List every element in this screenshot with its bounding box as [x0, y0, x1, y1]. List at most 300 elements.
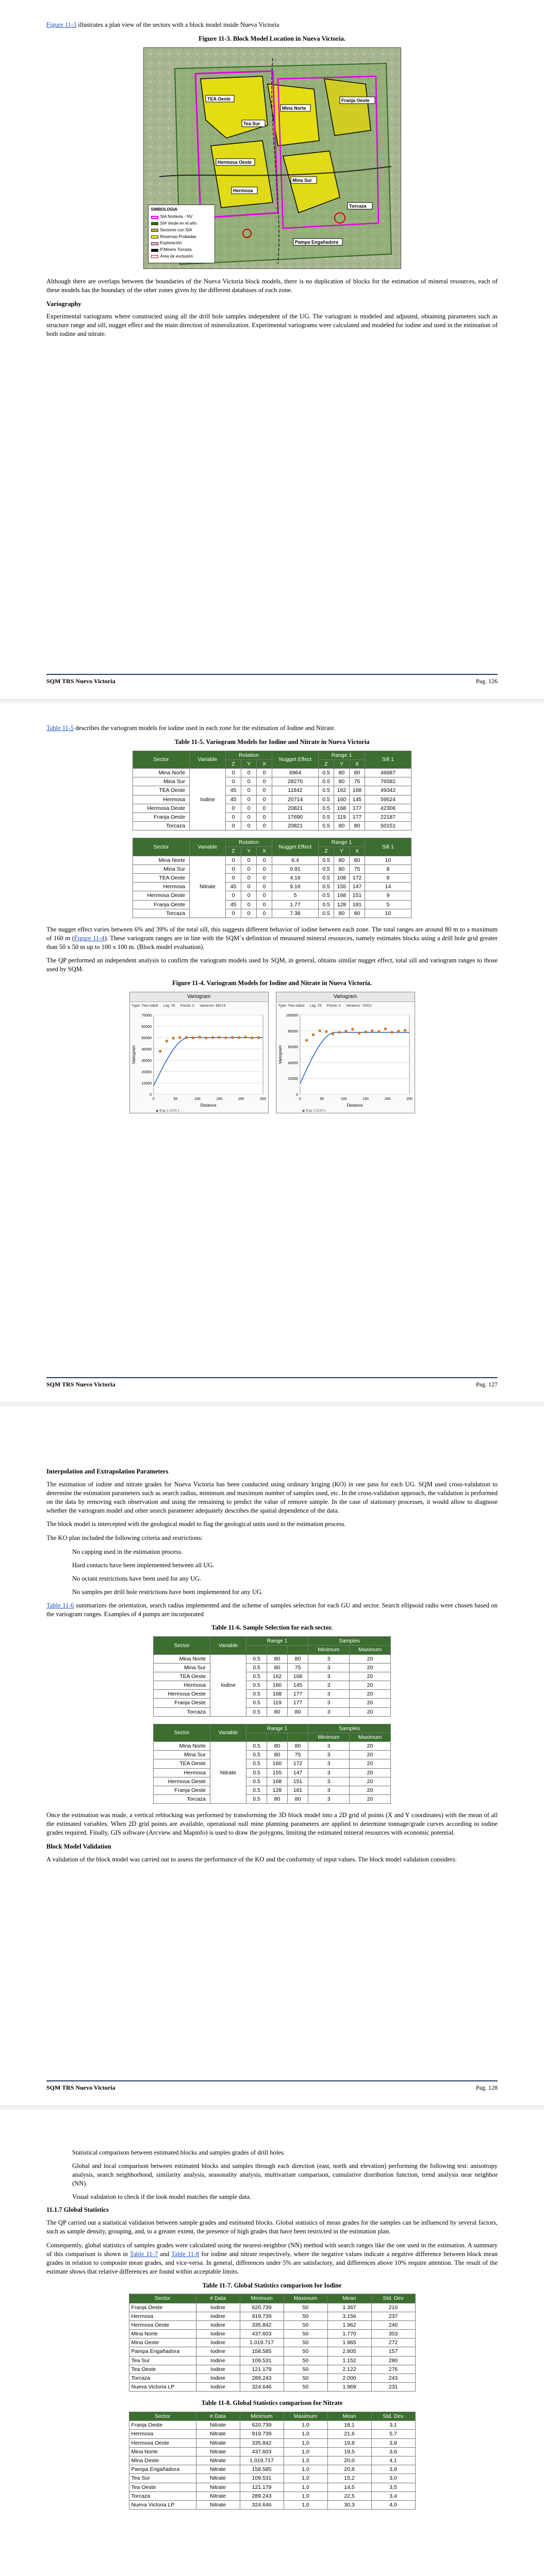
value-cell: 109.531	[240, 2474, 284, 2483]
value-cell: 919.739	[240, 2312, 284, 2320]
value-cell: 237	[371, 2312, 415, 2320]
table-row	[129, 2438, 415, 2447]
table-row	[154, 1681, 391, 1690]
value-cell: 80	[288, 1795, 308, 1804]
x-tick-label: 200	[238, 1097, 244, 1101]
value-cell: 0.5	[246, 1690, 267, 1699]
sector-cell: Hermosa	[154, 1681, 210, 1690]
value-cell: 0	[241, 795, 257, 804]
value-cell: 0	[257, 786, 272, 795]
value-cell: 231	[371, 2383, 415, 2392]
value-cell: Nitrate	[196, 2447, 240, 2456]
value-cell: 1,0	[284, 2483, 327, 2492]
value-cell: 0.5	[246, 1759, 267, 1768]
column-header: Mean	[327, 2412, 371, 2421]
sector-cell: Tea Sur	[129, 2474, 196, 2483]
value-cell: 20	[350, 1681, 391, 1690]
value-cell: 80	[334, 769, 350, 777]
value-cell: 0	[257, 812, 272, 821]
value-cell: 45	[226, 883, 241, 891]
criteria-item: No samples per drill hole restrictions have been implemented for any UG.	[72, 1588, 263, 1596]
value-cell: 3,5	[371, 2483, 415, 2492]
global-stats-iodine-table	[129, 2294, 416, 2392]
value-cell: 0.5	[246, 1663, 267, 1672]
table-row	[154, 1759, 391, 1768]
value-cell: 0	[226, 891, 241, 900]
column-header: Std. Dev	[371, 2412, 415, 2421]
value-cell: 177	[350, 812, 365, 821]
page-128-content	[46, 1463, 498, 1869]
value-cell: 0	[226, 865, 241, 873]
sector-cell: Franja Oeste	[129, 2303, 196, 2312]
data-point	[358, 1032, 360, 1035]
value-cell: 0	[241, 873, 257, 882]
value-cell: 0	[226, 812, 241, 821]
variogram-charts	[46, 992, 498, 1113]
x-tick-label: 250	[406, 1097, 413, 1101]
value-cell: 20821	[272, 804, 319, 812]
value-cell: Nitrate	[196, 2438, 240, 2447]
value-cell: 0.5	[246, 1707, 267, 1716]
value-cell: 0	[241, 883, 257, 891]
value-cell: 181	[350, 900, 365, 909]
value-cell: 50	[284, 2312, 327, 2320]
sector-cell: Franja Oeste	[154, 1786, 210, 1795]
x-axis-label: Distance	[346, 1103, 363, 1108]
y-tick-label: 70000	[141, 1014, 152, 1018]
value-cell: Iodine	[196, 2365, 240, 2374]
value-cell: 280	[371, 2356, 415, 2365]
table-row	[133, 873, 411, 882]
sector-cell: Mina Norte	[154, 1742, 210, 1751]
table-row	[133, 822, 411, 831]
x-tick-label: 0	[299, 1097, 301, 1101]
value-cell: 49342	[365, 786, 411, 795]
value-cell: 2.122	[327, 2365, 371, 2374]
page-128	[0, 1406, 544, 2110]
table-row	[133, 804, 411, 812]
value-cell: 28270	[272, 777, 319, 786]
value-cell: 80	[267, 1707, 288, 1716]
legend-item: Exploración	[151, 241, 212, 246]
value-cell: 80	[350, 769, 365, 777]
table-row	[154, 1786, 391, 1795]
y-axis-label: Variogram	[131, 1045, 136, 1064]
global-stats-paragraph-1: The QP carried out a statistical validation between sample grades and estimated blocks. Global statistics of mean grades for the samples can be influenced by several factors, such as sample density, grouping, and, to a greater extent, the presence of high grades that have been restricted in the estimation plan.	[46, 2219, 498, 2235]
data-point	[257, 1036, 260, 1039]
criteria-item: Hard contacts have been implemented between all UG.	[72, 1562, 215, 1569]
page-footer: SQM TRS Nuevo Victoria Pag. 128	[46, 2080, 498, 2092]
legend-label: ◆ Exp 1 ICI/I-1	[155, 1109, 179, 1113]
reblocking-paragraph: Once the estimation was made, a vertical reblocking was performed by transforming the 3D block model into a 2D grid of points (X and Y coordinates) with the mean of all the estimated variables. When 2D grid points are available, operational null mine planning parameters are applied to determine tonnage/grade curves according to iodine grades required. Finally, GIS software (Arcview and Mapinfo) is used to draw the polygons, limiting the estimated mineral resources with economic potential.	[46, 1811, 498, 1837]
map-label-franja-oeste: Franja Oeste	[341, 97, 370, 103]
value-cell: 324.646	[240, 2500, 284, 2509]
legend-title: SIMBOLOGIA	[151, 207, 178, 212]
column-header: Std. Dev	[371, 2294, 415, 2303]
value-cell: 0.5	[246, 1751, 267, 1759]
value-cell: 15,2	[327, 2474, 371, 2483]
y-tick-label: 20000	[288, 1077, 298, 1081]
value-cell: 0.5	[319, 804, 334, 812]
sector-cell: Hermosa Oeste	[154, 1777, 210, 1786]
table-row	[133, 786, 411, 795]
value-cell: 20	[350, 1699, 391, 1707]
value-cell: 20,0	[327, 2456, 371, 2465]
value-cell: 0	[241, 786, 257, 795]
value-cell: 22,5	[327, 2492, 371, 2500]
value-cell: 3,8	[371, 2438, 415, 2447]
block-model-map	[143, 47, 401, 269]
value-cell: Iodine	[196, 2312, 240, 2320]
value-cell: 80	[334, 822, 350, 831]
sector-cell: Mina Oeste	[129, 2456, 196, 2465]
data-point	[198, 1036, 201, 1039]
table-row	[133, 795, 411, 804]
value-cell: 1.77	[272, 900, 319, 909]
data-point	[312, 1033, 315, 1036]
table-row	[129, 2320, 415, 2329]
validation-paragraph: A validation of the block model was carried out to assess the performance of the KO and the conformity of input values. The block model validation considers:	[46, 1855, 457, 1863]
value-cell: 0	[257, 900, 272, 909]
data-point	[384, 1028, 386, 1030]
value-cell: 18,1	[327, 2421, 371, 2430]
table-row	[133, 900, 411, 909]
data-point	[390, 1031, 393, 1034]
value-cell: 3	[308, 1786, 350, 1795]
sector-cell: Torcaza	[133, 909, 190, 918]
legend-item: Reservas Probadas	[151, 234, 212, 240]
value-cell: 3,6	[371, 2447, 415, 2456]
value-cell: 76582	[365, 777, 411, 786]
block-model-paragraph: The block model is intercepted with the geological model to flag the geological units used in the estimation process.	[46, 1520, 346, 1528]
value-cell: 0	[257, 777, 272, 786]
column-header: # Data	[196, 2294, 240, 2303]
value-cell: 0	[257, 865, 272, 873]
sector-cell: TEA Oeste	[133, 873, 190, 882]
value-cell: 17690	[272, 812, 319, 821]
value-cell: 0	[241, 856, 257, 865]
criteria-item: No octant restrictions have been used for any UG.	[72, 1574, 202, 1582]
data-point	[218, 1036, 220, 1039]
value-cell: 0	[226, 909, 241, 918]
table-11-5-caption: Table 11-5. Variogram Models for Iodine and Nitrate in Nueva Victoria	[174, 738, 370, 745]
table-row	[129, 2312, 415, 2320]
legend-item: Sectores con SIA	[151, 228, 212, 233]
value-cell: 46687	[365, 769, 411, 777]
value-cell: Iodine	[196, 2383, 240, 2392]
variogram-chart-nitrate	[276, 992, 415, 1113]
value-cell: 3	[308, 1681, 350, 1690]
sector-cell: Mina Norte	[133, 856, 190, 865]
interpolation-heading: Interpolation and Extrapolation Parameters	[46, 1468, 169, 1475]
chart-header: Type: Two-sided Lag: 25 Points: 0 Variance: 76321	[278, 1004, 372, 1008]
figure-11-4-link[interactable]: Figure 11-4	[74, 934, 105, 942]
nitrate-rows	[133, 856, 411, 918]
table-11-6-link[interactable]: Table 11-6	[46, 1601, 74, 1609]
sector-cell: Mina Norte	[129, 2330, 196, 2338]
value-cell: 1,0	[284, 2474, 327, 2483]
page-126	[0, 0, 544, 703]
data-point	[237, 1037, 240, 1039]
value-cell: 75	[350, 865, 365, 873]
value-cell: 80	[267, 1742, 288, 1751]
column-header: Maximum	[284, 2294, 327, 2303]
table-row	[154, 1663, 391, 1672]
value-cell: Nitrate	[196, 2465, 240, 2474]
table-row	[129, 2356, 415, 2365]
value-cell: 8	[365, 865, 411, 873]
stat-header-row	[129, 2294, 415, 2303]
value-cell: Iodine	[196, 2338, 240, 2347]
x-tick-label: 150	[362, 1097, 369, 1101]
value-cell: 5	[272, 891, 319, 900]
value-cell: 289.243	[240, 2492, 284, 2500]
value-cell: 0.5	[319, 795, 334, 804]
value-cell: 181	[288, 1786, 308, 1795]
value-cell: 1,0	[284, 2438, 327, 2447]
sample-selection-iodine: Sector Variable Range 1 Samples Minimum Maximum Mina Norte Iodine 0.5 80 80 3 20 Mina Sur 0.5 80 75 3 20 TEA Oeste 0.5 162 168 3 20 Hermosa 0.5 160 145 3 20 Hermosa Oeste 0.5 168 177 3 20 Franja Oeste 0.5 119 177 3 20 Torcaza 0.5 80 80 3 20	[153, 1636, 391, 1717]
value-cell: 145	[288, 1681, 308, 1690]
variable-cell: Nitrate	[190, 856, 226, 918]
value-cell: 0	[241, 900, 257, 909]
value-cell: 5	[365, 900, 411, 909]
value-cell: 0.5	[319, 812, 334, 821]
data-point	[224, 1037, 227, 1039]
sector-cell: Hermosa Oeste	[154, 1690, 210, 1699]
global-stats-paragraph-2: Consequently, global statistics of samples grades were calculated using the nearest-neighbor (NN) method with search ranges like the one used in the estimation. A summary of this comparison is shown in Table 11-7 and Table 11-8 for iodine and nitrate respectively, where the negative values indicate a negative difference between block mean grades in relation to composite mean grades, and vice-versa. In general, differences under 5% are satisfactory, and differences above 10% require attention. The result of the estimate shows that relative differences are found within acceptable limits.	[46, 2242, 498, 2275]
value-cell: 353	[371, 2330, 415, 2338]
value-cell: 168	[288, 1672, 308, 1681]
value-cell: 289.243	[240, 2374, 284, 2382]
sector-cell: TEA Oeste	[154, 1759, 210, 1768]
value-cell: 1.019.717	[240, 2338, 284, 2347]
table-row	[129, 2338, 415, 2347]
value-cell: 168	[267, 1690, 288, 1699]
table-row	[129, 2430, 415, 2438]
iodine-stat-rows	[129, 2303, 415, 2392]
page-number: Pag. 128	[476, 2084, 498, 2091]
value-cell: 75	[288, 1663, 308, 1672]
sector-cell: Hermosa	[129, 2430, 196, 2438]
value-cell: Nitrate	[196, 2421, 240, 2430]
sector-cell: Tea Sur	[129, 2356, 196, 2365]
value-cell: 0.5	[246, 1681, 267, 1690]
variogram-table-nitrate: Sector Variable Rotation Nugget Effect Range 1 Sill 1 Z Y X Z Y X Mina Norte Nitrate 0 0 0 6.4 0.5 80 80 10 Mina Sur 0 0 0 0.91 0.5 80 75 8 TEA Oeste 0 0 0 4.16 0.5 108 172 8 Hermosa 45 0 0 9.16 0.5 155 147 14 Hermosa Oeste 0 0 0 5 0.5 168 151 9 Franja Oeste 45 0 0 1.77 0.5 128 181 5 Torcaza 0 0 0 7.38 0.5 80 80 10	[133, 838, 411, 918]
data-point	[191, 1037, 194, 1039]
y-tick-label: 50000	[141, 1037, 152, 1041]
variogram-plot	[130, 1010, 268, 1113]
value-cell: Nitrate	[196, 2483, 240, 2492]
value-cell: 335.842	[240, 2438, 284, 2447]
validation-heading: Block Model Validation	[46, 1842, 111, 1850]
page-127	[0, 703, 544, 1406]
value-cell: 6.4	[272, 856, 319, 865]
value-cell: 210	[371, 2303, 415, 2312]
value-cell: 151	[350, 891, 365, 900]
value-cell: 0	[257, 769, 272, 777]
variography-paragraph: Experimental variograms where constructed using all the drill hole samples independent of the UG. The variogram is modeled and adjusted, obtaining parameters such as structure range and sill, nugget effect and the main direction of mineralization. Experimental variograms were calculated and modeled for iodine and used in the estimation of both iodine and nitrate.	[46, 313, 498, 338]
value-cell: 335.842	[240, 2320, 284, 2329]
sector-cell: Pampa Engañadora	[129, 2465, 196, 2474]
value-cell: Iodine	[196, 2303, 240, 2312]
map-label-tea-oeste: TEA Oeste	[207, 96, 230, 101]
value-cell: Iodine	[196, 2330, 240, 2338]
value-cell: 1.965	[327, 2338, 371, 2347]
value-cell: 14,5	[327, 2483, 371, 2492]
sector-cell: Nueva Victoria LP	[129, 2500, 196, 2509]
legend-item: SIA Verde en el año	[151, 221, 212, 227]
value-cell: 0.5	[319, 822, 334, 831]
value-cell: 108	[334, 873, 350, 882]
column-header: Sector	[129, 2412, 196, 2421]
table-row	[154, 1742, 391, 1751]
value-cell: 1,0	[284, 2492, 327, 2500]
legend-item: P.Minero Torcaza	[151, 247, 212, 253]
x-tick-label: 200	[384, 1097, 390, 1101]
value-cell: 160	[267, 1681, 288, 1690]
value-cell: 0.5	[246, 1786, 267, 1795]
value-cell: Nitrate	[196, 2500, 240, 2509]
map-label-tea-sur: Tea Sur	[243, 121, 260, 126]
value-cell: 3	[308, 1690, 350, 1699]
sector-cell: Hermosa	[133, 795, 190, 804]
value-cell: 3	[308, 1742, 350, 1751]
value-cell: 1.019.717	[240, 2456, 284, 2465]
fig-11-3-intro	[46, 21, 498, 29]
value-cell: 0.5	[246, 1654, 267, 1663]
value-cell: 177	[350, 804, 365, 812]
value-cell: 80	[350, 856, 365, 865]
sector-cell: Hermosa	[129, 2312, 196, 2320]
data-point	[211, 1036, 214, 1039]
validation-bullet: Global and local comparison between estimated blocks and samples through each direction (east, north and elevation) performing the following test: anisotropy analysis, search neighborhood, similarity analysis, seasonality analysis, multivariate comparison, cumulative distribution function, trend analysis near neighbor (NN).	[72, 2162, 498, 2187]
variogram-chart-iodine	[129, 992, 269, 1113]
value-cell: 172	[288, 1759, 308, 1768]
value-cell: 0	[257, 873, 272, 882]
value-cell: 0	[241, 804, 257, 812]
sector-cell: Hermosa Oeste	[133, 891, 190, 900]
value-cell: 147	[288, 1768, 308, 1777]
data-point	[172, 1037, 174, 1040]
column-header: Minimum	[240, 2412, 284, 2421]
value-cell: 128	[334, 900, 350, 909]
plot-area	[300, 1015, 409, 1094]
sector-cell: Mina Norte	[133, 769, 190, 777]
value-cell: 0.5	[319, 777, 334, 786]
value-cell: 20	[350, 1795, 391, 1804]
value-cell: 3,1	[371, 2421, 415, 2430]
value-cell: 3	[308, 1768, 350, 1777]
table-11-7-caption: Table 11-7. Global Statistics comparison for Iodine	[202, 2281, 342, 2289]
x-tick-label: 0	[152, 1097, 155, 1101]
data-point	[325, 1030, 327, 1033]
value-cell: 0.5	[246, 1699, 267, 1707]
intro-text: illustrates a plan view of the sectors with a block model inside Nueva Victoria	[76, 21, 279, 28]
value-cell: 0	[257, 891, 272, 900]
sector-cell: Mina Norte	[154, 1654, 210, 1663]
value-cell: 0.5	[246, 1742, 267, 1751]
value-cell: 151	[288, 1777, 308, 1786]
table-row	[129, 2303, 415, 2312]
value-cell: 45	[226, 795, 241, 804]
table-11-8-caption: Table 11-8. Global Statistics comparison for Nitrate	[201, 2399, 343, 2407]
value-cell: 3,8	[371, 2465, 415, 2474]
value-cell: 80	[267, 1663, 288, 1672]
y-tick-label: 30000	[141, 1059, 152, 1063]
value-cell: 109.531	[240, 2356, 284, 2365]
value-cell: 80	[288, 1742, 308, 1751]
table-11-8-link[interactable]: Table 11-8	[171, 2250, 200, 2258]
value-cell: 20	[350, 1742, 391, 1751]
table-row	[129, 2465, 415, 2474]
value-cell: 147	[350, 883, 365, 891]
value-cell: 1,0	[284, 2447, 327, 2456]
value-cell: 59524	[365, 795, 411, 804]
value-cell: 6964	[272, 769, 319, 777]
sector-cell: Franja Oeste	[154, 1699, 210, 1707]
qp-paragraph: The QP performed an independent analysis to confirm the variogram models used by SQM, in general, obtains similar nugget effect, total sill and variogram ranges to those used by SQM.	[46, 957, 498, 973]
value-cell: 30,3	[327, 2500, 371, 2509]
value-cell: 121.179	[240, 2483, 284, 2492]
value-cell: 0	[257, 856, 272, 865]
table-row	[133, 865, 411, 873]
iodine-rows	[133, 769, 411, 831]
table-11-5-link[interactable]: Table 11-5	[46, 724, 74, 732]
value-cell: 2.000	[327, 2374, 371, 2382]
value-cell: 50	[284, 2347, 327, 2356]
value-cell: 0	[226, 856, 241, 865]
column-header: Mean	[327, 2294, 371, 2303]
table-row	[133, 769, 411, 777]
table-11-7-link[interactable]: Table 11-7	[129, 2250, 158, 2258]
value-cell: Iodine	[196, 2374, 240, 2382]
value-cell: 20	[350, 1777, 391, 1786]
value-cell: 80	[267, 1654, 288, 1663]
value-cell: 160	[334, 795, 350, 804]
y-tick-label: 40000	[288, 1061, 298, 1065]
value-cell: 75	[350, 777, 365, 786]
table-row	[154, 1690, 391, 1699]
table-row	[154, 1795, 391, 1804]
column-header: Minimum	[240, 2294, 284, 2303]
value-cell: 80	[350, 822, 365, 831]
value-cell: 162	[334, 786, 350, 795]
value-cell: 80	[267, 1751, 288, 1759]
variable-cell: Iodine	[190, 769, 226, 831]
figure-11-3-link[interactable]: Figure 11-3	[46, 21, 77, 28]
y-axis-label: Variogram	[277, 1045, 283, 1064]
value-cell: 42306	[365, 804, 411, 812]
map-label-mina-sur: Mina Sur	[292, 177, 312, 183]
sector-cell: Nueva Victoria LP	[129, 2383, 196, 2392]
sector-cell: TEA Oeste	[133, 786, 190, 795]
x-tick-label: 100	[194, 1097, 201, 1101]
table-row	[129, 2447, 415, 2456]
value-cell: 20	[350, 1690, 391, 1699]
page-number: Pag. 127	[476, 1381, 498, 1388]
data-point	[159, 1050, 161, 1053]
nugget-paragraph: The nugget effect varies between 6% and 39% of the total sill, this suggests different behavior of iodine between each zone. The total ranges are around 80 m to a maximum of 160 m (Figure 11-4). These variogram ranges are in line with the SQM´s definition of measured mineral resources, namely estimates blocks using a drill hole grid greater than 50 x 50 m up to 100 x 100 m. (Block model evaluation).	[46, 925, 498, 951]
criteria-item: No capping used in the estimation process.	[72, 1548, 183, 1556]
sector-cell: Mina Norte	[129, 2447, 196, 2456]
sector-cell: Torcaza	[133, 822, 190, 831]
y-tick-label: 10000	[141, 1082, 152, 1086]
value-cell: 155	[267, 1768, 288, 1777]
value-cell: 9.16	[272, 883, 319, 891]
value-cell: 20	[350, 1672, 391, 1681]
sector-cell: Hermosa Oeste	[129, 2320, 196, 2329]
value-cell: 50	[284, 2374, 327, 2382]
